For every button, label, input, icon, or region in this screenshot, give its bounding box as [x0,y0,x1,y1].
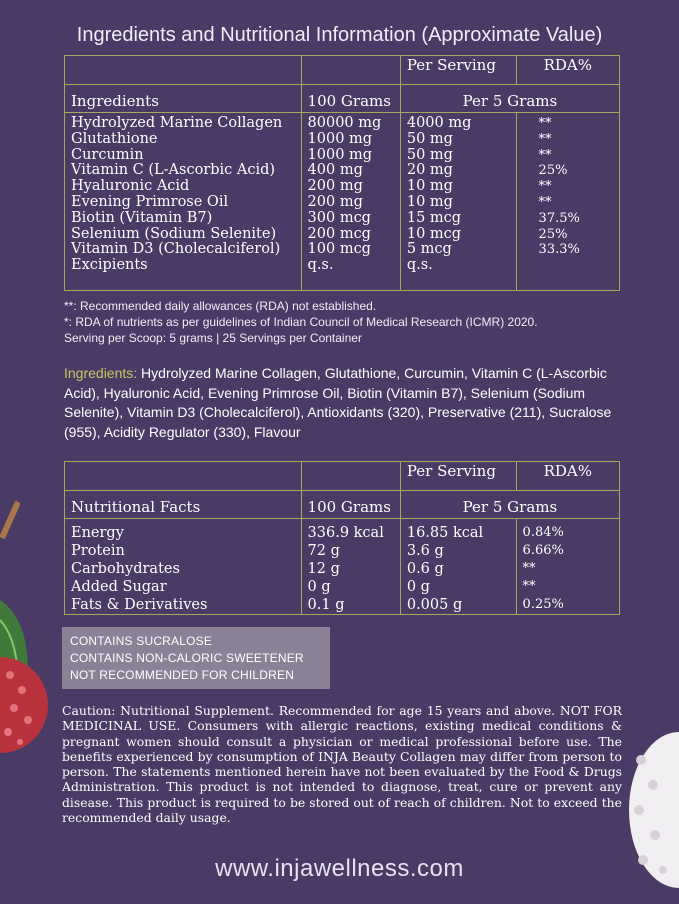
per-5g-values: 16.85 kcal 3.6 g 0.6 g 0 g 0.005 g [400,519,516,615]
per-100g-header: 100 Grams [301,491,400,519]
page-title: Ingredients and Nutritional Information (Approximate Value) [76,24,603,46]
lychee-red-decoration [0,650,50,760]
rda-values: 0.84% 6.66% ** ** 0.25% [516,519,619,615]
warning-line: CONTAINS SUCRALOSE [70,634,213,648]
per-5g-values: 4000 mg 50 mg 50 mg 20 mg 10 mg 10 mg 15 mcg 10 mcg 5 mcg q.s. [400,113,516,291]
website-url: www.injawellness.com [215,855,464,882]
per-5g-header: Per 5 Grams [400,491,619,519]
rda-values: ** ** ** 25% ** ** 37.5% 25% 33.3% [516,113,619,291]
ingredients-text: Hydrolyzed Marine Collagen, Glutathione, Curcumin, Vitamin C (L-Ascorbic Acid), Hyaluronic Acid, Evening Primrose Oil, Biotin (Vitamin B7), Selenium (Sodium Selenite), Vitamin D3 (Cholecalciferol), Antioxidants (320), Preservative (211), Sucralose (955), Acidity Regulator (330), Flavour [64,365,612,440]
rda-header: RDA% [516,56,619,85]
per-serving-header: Per Serving [400,56,516,85]
ingredients-table [64,55,620,291]
rda-notes: **: Recommended daily allowances (RDA) not established. *: RDA of nutrients as per guidelines of Indian Council of Medical Research (ICMR) 2020. Serving per Scoop: 5 grams | 25 Servings per Container [64,299,538,345]
caution-text: Caution: Nutritional Supplement. Recommended for age 15 years and above. NOT FOR MEDICINAL USE. Consumers with allergic reactions, existing medical conditions & pregnant women should consult a physician or medical professional before use. The benefits experienced by consumption of INJA Beauty Collagen may differ from person to person. The statements mentioned herein have not been evaluated by the Food & Drugs Administration. This product is not intended to diagnose, treat, cure or prevent any disease. This product is required to be stored out of reach of children. Not to exceed the recommended daily usage. [62,703,622,826]
per-100g-values: 336.9 kcal 72 g 12 g 0 g 0.1 g [301,519,400,615]
ingredients-column-header: Ingredients [65,85,302,113]
ingredient-names: Hydrolyzed Marine Collagen Glutathione Curcumin Vitamin C (L-Ascorbic Acid) Hyaluronic Acid Evening Primrose Oil Biotin (Vitamin B7) Selenium (Sodium Selenite) Vitamin D3 (Cholecalciferol) Excipients [65,113,302,291]
warning-line: NOT RECOMMENDED FOR CHILDREN [70,668,295,682]
nutrition-facts-table [64,461,620,615]
per-5g-header: Per 5 Grams [400,85,619,113]
per-100g-values: 80000 mg 1000 mg 1000 mg 400 mg 200 mg 200 mg 300 mcg 200 mcg 100 mcg q.s. [301,113,400,291]
per-serving-header: Per Serving [400,462,516,491]
rda-header: RDA% [516,462,619,491]
warning-box [62,627,330,689]
warning-line: CONTAINS NON-CALORIC SWEETENER [70,651,304,665]
per-100g-header: 100 Grams [301,85,400,113]
nutrient-names: Energy Protein Carbohydrates Added Sugar Fats & Derivatives [65,519,302,615]
nutritional-facts-header: Nutritional Facts [65,491,302,519]
twig-decoration [0,500,20,540]
ingredients-paragraph [64,364,624,442]
ingredients-label: Ingredients: [64,365,138,381]
